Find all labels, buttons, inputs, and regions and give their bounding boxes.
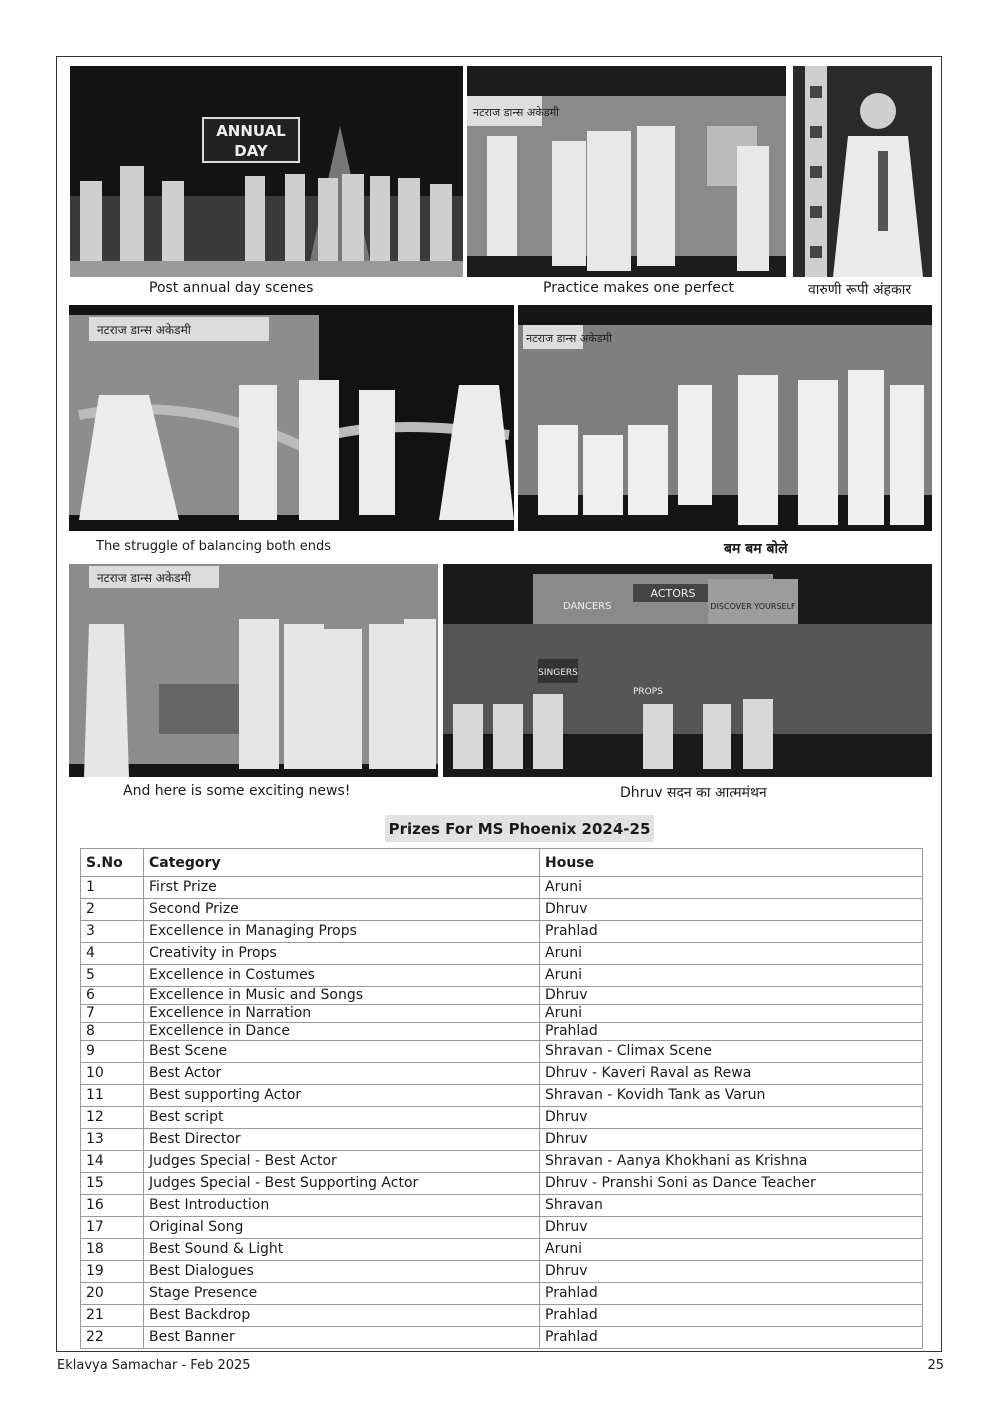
cell-category: Best Director xyxy=(144,1129,540,1151)
cell-house: Shravan - Kovidh Tank as Varun xyxy=(540,1085,923,1107)
svg-text:नटराज डान्स अकेडमी: नटराज डान्स अकेडमी xyxy=(473,106,560,119)
cell-sno: 20 xyxy=(81,1283,144,1305)
table-row xyxy=(81,1085,923,1107)
cell-category: Excellence in Music and Songs xyxy=(144,987,540,1005)
table-row xyxy=(81,1239,923,1261)
svg-text:DISCOVER YOURSELF: DISCOVER YOURSELF xyxy=(710,602,796,611)
table-row xyxy=(81,1195,923,1217)
cell-sno: 16 xyxy=(81,1195,144,1217)
table-row xyxy=(81,1063,923,1085)
cell-sno: 9 xyxy=(81,1041,144,1063)
cell-category: Best Sound & Light xyxy=(144,1239,540,1261)
cell-category: First Prize xyxy=(144,877,540,899)
cell-sno: 6 xyxy=(81,987,144,1005)
cell-category: Judges Special - Best Actor xyxy=(144,1151,540,1173)
cell-house: Shravan - Aanya Khokhani as Krishna xyxy=(540,1151,923,1173)
table-row xyxy=(81,921,923,943)
photo-varuni xyxy=(793,66,932,277)
cell-sno: 1 xyxy=(81,877,144,899)
svg-text:ANNUAL: ANNUAL xyxy=(216,122,286,140)
cell-house: Prahlad xyxy=(540,1327,923,1349)
cell-house: Dhruv xyxy=(540,1129,923,1151)
cell-sno: 14 xyxy=(81,1151,144,1173)
cell-category: Original Song xyxy=(144,1217,540,1239)
cell-house: Aruni xyxy=(540,965,923,987)
cell-sno: 15 xyxy=(81,1173,144,1195)
table-row xyxy=(81,899,923,921)
header-category: Category xyxy=(144,849,540,877)
cell-house: Dhruv xyxy=(540,1217,923,1239)
svg-text:DANCERS: DANCERS xyxy=(563,601,612,612)
caption-struggle: The struggle of balancing both ends xyxy=(96,539,332,554)
cell-house: Aruni xyxy=(540,943,923,965)
svg-text:ACTORS: ACTORS xyxy=(650,587,696,600)
svg-text:नटराज डान्स अकेडमी: नटराज डान्स अकेडमी xyxy=(97,323,191,337)
cell-category: Best Dialogues xyxy=(144,1261,540,1283)
table-row xyxy=(81,1261,923,1283)
table-row xyxy=(81,1283,923,1305)
cell-category: Creativity in Props xyxy=(144,943,540,965)
header-sno: S.No xyxy=(81,849,144,877)
cell-category: Excellence in Dance xyxy=(144,1023,540,1041)
photo-struggle xyxy=(69,305,514,531)
cell-sno: 8 xyxy=(81,1023,144,1041)
table-row xyxy=(81,1005,923,1023)
cell-house: Dhruv - Kaveri Raval as Rewa xyxy=(540,1063,923,1085)
cell-sno: 7 xyxy=(81,1005,144,1023)
cell-sno: 10 xyxy=(81,1063,144,1085)
table-row xyxy=(81,1041,923,1063)
cell-sno: 12 xyxy=(81,1107,144,1129)
footer-publication: Eklavya Samachar - Feb 2025 xyxy=(57,1358,251,1373)
cell-category: Excellence in Costumes xyxy=(144,965,540,987)
caption-varuni: वारुणी रूपी अंहकार xyxy=(808,282,912,298)
cell-house: Dhruv xyxy=(540,899,923,921)
cell-category: Best supporting Actor xyxy=(144,1085,540,1107)
photo-bam-bam-bole xyxy=(518,305,932,531)
cell-house: Prahlad xyxy=(540,1023,923,1041)
cell-sno: 4 xyxy=(81,943,144,965)
cell-category: Excellence in Managing Props xyxy=(144,921,540,943)
table-row xyxy=(81,1173,923,1195)
cell-sno: 5 xyxy=(81,965,144,987)
table-row xyxy=(81,877,923,899)
prizes-table xyxy=(80,848,923,1349)
cell-category: Second Prize xyxy=(144,899,540,921)
cell-house: Prahlad xyxy=(540,1283,923,1305)
cell-category: Best Backdrop xyxy=(144,1305,540,1327)
cell-sno: 19 xyxy=(81,1261,144,1283)
cell-sno: 17 xyxy=(81,1217,144,1239)
table-row xyxy=(81,1217,923,1239)
table-row xyxy=(81,1305,923,1327)
cell-category: Best Actor xyxy=(144,1063,540,1085)
table-row xyxy=(81,965,923,987)
cell-category: Best Banner xyxy=(144,1327,540,1349)
cell-sno: 21 xyxy=(81,1305,144,1327)
caption-practice: Practice makes one perfect xyxy=(543,280,735,296)
cell-house: Aruni xyxy=(540,877,923,899)
table-row xyxy=(81,943,923,965)
table-row xyxy=(81,1327,923,1349)
caption-post-annual-day: Post annual day scenes xyxy=(149,280,314,296)
cell-sno: 3 xyxy=(81,921,144,943)
cell-house: Shravan - Climax Scene xyxy=(540,1041,923,1063)
photo-dhruv-atmamanthan xyxy=(443,564,932,777)
photo-post-annual-day xyxy=(70,66,463,277)
table-row xyxy=(81,1023,923,1041)
cell-category: Stage Presence xyxy=(144,1283,540,1305)
table-row xyxy=(81,1151,923,1173)
cell-category: Excellence in Narration xyxy=(144,1005,540,1023)
svg-text:SINGERS: SINGERS xyxy=(538,668,578,678)
photo-practice xyxy=(467,66,786,277)
cell-sno: 11 xyxy=(81,1085,144,1107)
svg-text:PROPS: PROPS xyxy=(633,687,663,697)
cell-sno: 13 xyxy=(81,1129,144,1151)
cell-sno: 22 xyxy=(81,1327,144,1349)
svg-text:DAY: DAY xyxy=(234,142,268,160)
cell-house: Prahlad xyxy=(540,921,923,943)
svg-text:नटराज डान्स अकेडमी: नटराज डान्स अकेडमी xyxy=(526,332,613,345)
caption-exciting-news: And here is some exciting news! xyxy=(123,783,351,799)
cell-house: Dhruv xyxy=(540,1107,923,1129)
cell-category: Judges Special - Best Supporting Actor xyxy=(144,1173,540,1195)
cell-category: Best script xyxy=(144,1107,540,1129)
table-header-row xyxy=(81,849,923,877)
caption-dhruv: Dhruv सदन का आत्ममंथन xyxy=(620,785,767,801)
cell-sno: 18 xyxy=(81,1239,144,1261)
table-row xyxy=(81,1107,923,1129)
cell-category: Best Scene xyxy=(144,1041,540,1063)
cell-house: Dhruv xyxy=(540,1261,923,1283)
cell-house: Dhruv - Pranshi Soni as Dance Teacher xyxy=(540,1173,923,1195)
cell-house: Aruni xyxy=(540,1239,923,1261)
photo-exciting-news xyxy=(69,564,438,777)
svg-text:नटराज डान्स अकेडमी: नटराज डान्स अकेडमी xyxy=(97,571,191,585)
cell-sno: 2 xyxy=(81,899,144,921)
prizes-title: Prizes For MS Phoenix 2024-25 xyxy=(385,815,654,842)
table-row xyxy=(81,1129,923,1151)
cell-house: Aruni xyxy=(540,1005,923,1023)
header-house: House xyxy=(540,849,923,877)
footer-page-number: 25 xyxy=(927,1358,944,1373)
cell-house: Dhruv xyxy=(540,987,923,1005)
cell-house: Prahlad xyxy=(540,1305,923,1327)
caption-bam-bam-bole: बम बम बोले xyxy=(724,541,788,557)
cell-category: Best Introduction xyxy=(144,1195,540,1217)
table-row xyxy=(81,987,923,1005)
cell-house: Shravan xyxy=(540,1195,923,1217)
